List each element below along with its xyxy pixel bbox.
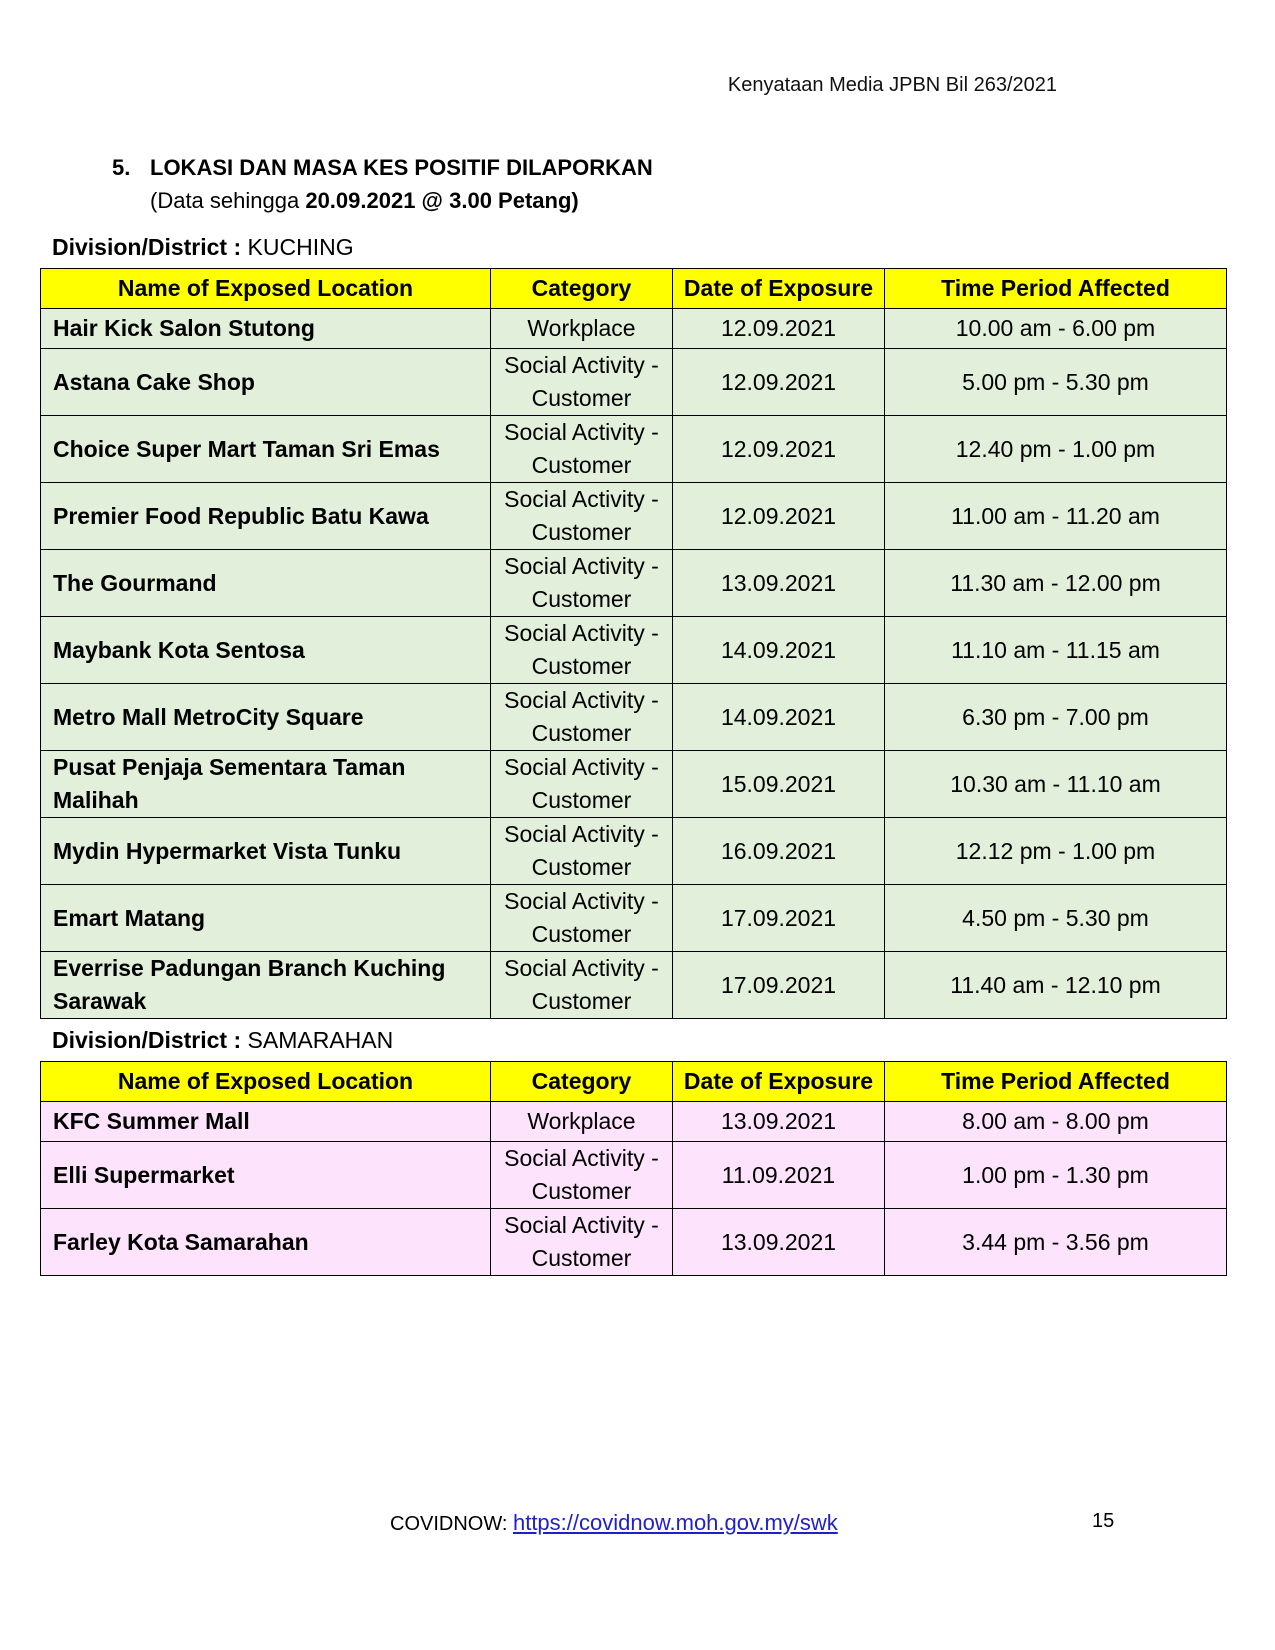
time-period-cell: 8.00 am - 8.00 pm [885,1102,1227,1142]
location-cell: Choice Super Mart Taman Sri Emas [41,416,491,483]
time-period-cell: 1.00 pm - 1.30 pm [885,1142,1227,1209]
samarahan-exposure-table [40,1061,1227,1276]
page-number: 15 [1092,1510,1115,1532]
date-cell: 12.09.2021 [673,309,885,349]
location-cell: Elli Supermarket [41,1142,491,1209]
table-row [41,684,1227,751]
date-cell: 13.09.2021 [673,1102,885,1142]
date-cell: 12.09.2021 [673,416,885,483]
section-title [112,155,653,181]
kuching-exposure-table [40,268,1227,1019]
location-cell: Hair Kick Salon Stutong [41,309,491,349]
time-period-cell: 5.00 pm - 5.30 pm [885,349,1227,416]
column-header-category: Category [491,1062,673,1102]
district-label-samarahan [52,1027,393,1054]
category-cell: Social Activity - Customer [491,617,673,684]
covidnow-link[interactable]: https://covidnow.moh.gov.my/swk [512,1510,838,1535]
time-period-cell: 6.30 pm - 7.00 pm [885,684,1227,751]
samarahan-table-body [41,1102,1227,1276]
district-label-value: SAMARAHAN [247,1027,394,1053]
table-row [41,818,1227,885]
table-row [41,1142,1227,1209]
location-cell: Farley Kota Samarahan [41,1209,491,1276]
table-row [41,751,1227,818]
column-header-time: Time Period Affected [885,1062,1227,1102]
section-title-text: LOKASI DAN MASA KES POSITIF DILAPORKAN [150,155,653,180]
category-cell: Workplace [491,309,673,349]
location-cell: Mydin Hypermarket Vista Tunku [41,818,491,885]
category-cell: Social Activity - Customer [491,349,673,416]
location-cell: KFC Summer Mall [41,1102,491,1142]
table-row [41,885,1227,952]
subtitle-prefix: (Data sehingga [150,188,306,213]
table-row [41,952,1227,1019]
time-period-cell: 10.30 am - 11.10 am [885,751,1227,818]
location-cell: Astana Cake Shop [41,349,491,416]
time-period-cell: 11.40 am - 12.10 pm [885,952,1227,1019]
category-cell: Social Activity - Customer [491,1142,673,1209]
district-label-key: Division/District : [52,234,242,260]
category-cell: Workplace [491,1102,673,1142]
table-row [41,416,1227,483]
column-header-date: Date of Exposure [673,269,885,309]
date-cell: 11.09.2021 [673,1142,885,1209]
table-row [41,617,1227,684]
table-row [41,483,1227,550]
date-cell: 15.09.2021 [673,751,885,818]
date-cell: 14.09.2021 [673,617,885,684]
subtitle-datetime: 20.09.2021 @ 3.00 Petang) [305,188,579,213]
time-period-cell: 11.10 am - 11.15 am [885,617,1227,684]
district-label-key: Division/District : [52,1027,242,1053]
kuching-table-body [41,309,1227,1019]
table-row [41,309,1227,349]
category-cell: Social Activity - Customer [491,1209,673,1276]
category-cell: Social Activity - Customer [491,550,673,617]
table-row [41,1102,1227,1142]
time-period-cell: 12.40 pm - 1.00 pm [885,416,1227,483]
date-cell: 13.09.2021 [673,550,885,617]
column-header-category: Category [491,269,673,309]
district-label-kuching [52,234,354,261]
date-cell: 17.09.2021 [673,952,885,1019]
table-row [41,1209,1227,1276]
category-cell: Social Activity - Customer [491,416,673,483]
district-label-value: KUCHING [247,234,354,260]
column-header-time: Time Period Affected [885,269,1227,309]
category-cell: Social Activity - Customer [491,684,673,751]
time-period-cell: 11.00 am - 11.20 am [885,483,1227,550]
time-period-cell: 12.12 pm - 1.00 pm [885,818,1227,885]
time-period-cell: 11.30 am - 12.00 pm [885,550,1227,617]
time-period-cell: 4.50 pm - 5.30 pm [885,885,1227,952]
section-number: 5. [112,155,131,180]
date-cell: 16.09.2021 [673,818,885,885]
section-subtitle [150,188,579,214]
date-cell: 13.09.2021 [673,1209,885,1276]
table-row [41,550,1227,617]
location-cell: Pusat Penjaja Sementara Taman Malihah [41,751,491,818]
date-cell: 17.09.2021 [673,885,885,952]
time-period-cell: 3.44 pm - 3.56 pm [885,1209,1227,1276]
category-cell: Social Activity - Customer [491,818,673,885]
location-cell: Maybank Kota Sentosa [41,617,491,684]
category-cell: Social Activity - Customer [491,483,673,550]
table-header-row [41,269,1227,309]
location-cell: Everrise Padungan Branch Kuching Sarawak [41,952,491,1019]
category-cell: Social Activity - Customer [491,885,673,952]
time-period-cell: 10.00 am - 6.00 pm [885,309,1227,349]
location-cell: The Gourmand [41,550,491,617]
date-cell: 14.09.2021 [673,684,885,751]
location-cell: Metro Mall MetroCity Square [41,684,491,751]
location-cell: Premier Food Republic Batu Kawa [41,483,491,550]
category-cell: Social Activity - Customer [491,751,673,818]
column-header-location: Name of Exposed Location [41,269,491,309]
location-cell: Emart Matang [41,885,491,952]
date-cell: 12.09.2021 [673,483,885,550]
table-header-row [41,1062,1227,1102]
column-header-location: Name of Exposed Location [41,1062,491,1102]
date-cell: 12.09.2021 [673,349,885,416]
column-header-date: Date of Exposure [673,1062,885,1102]
category-cell: Social Activity - Customer [491,952,673,1019]
document-reference: Kenyataan Media JPBN Bil 263/2021 [727,74,1057,96]
footer [390,1510,838,1536]
table-row [41,349,1227,416]
footer-label: COVIDNOW: [390,1513,513,1535]
